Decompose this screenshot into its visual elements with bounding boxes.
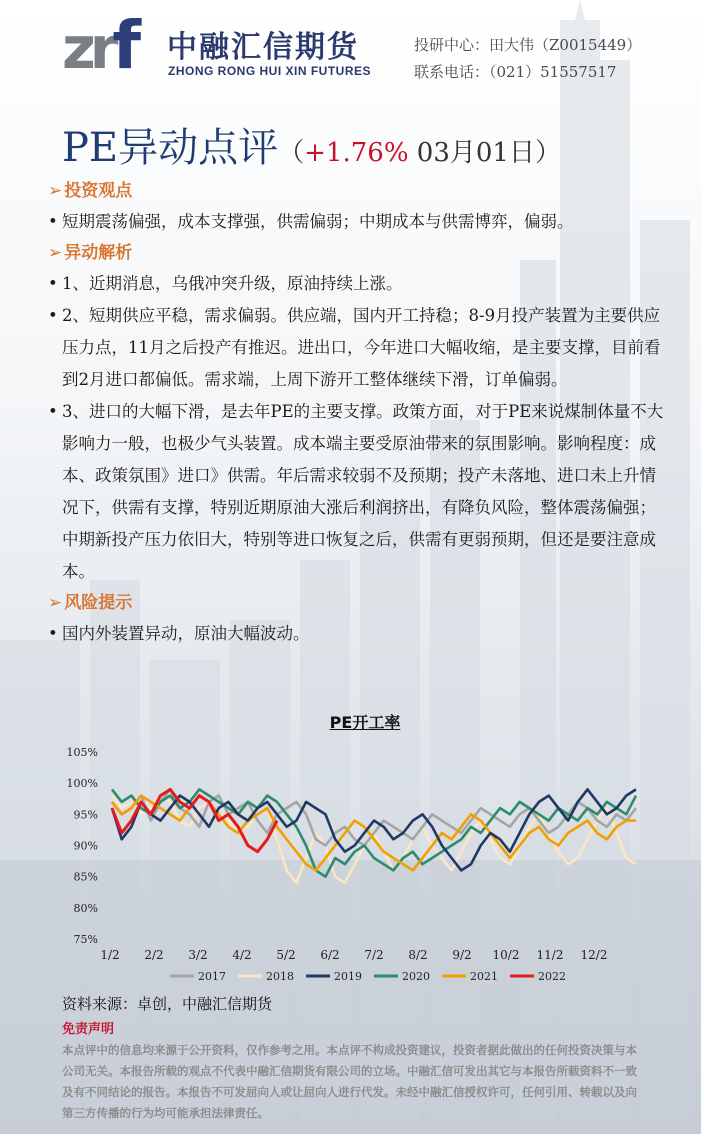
logo-english-name: ZHONG RONG HUI XIN FUTURES bbox=[168, 64, 372, 78]
logo-mark: zrf bbox=[62, 7, 136, 84]
x-tick-label: 10/2 bbox=[492, 948, 520, 962]
bullet-icon: • bbox=[48, 402, 58, 421]
title-main: PE异动点评 bbox=[62, 125, 279, 171]
title-open-paren: （ bbox=[278, 138, 305, 168]
arrow-icon: ➢ bbox=[48, 593, 63, 613]
logo-chinese-name: 中融汇信期货 bbox=[167, 30, 359, 65]
legend-label-2020: 2020 bbox=[402, 970, 430, 983]
x-tick-label: 8/2 bbox=[408, 948, 428, 962]
chart-title: PE开工率 bbox=[329, 713, 401, 732]
header bbox=[0, 0, 701, 100]
y-tick-label: 90% bbox=[73, 839, 98, 853]
y-tick-label: 105% bbox=[66, 746, 98, 759]
disclaimer-text: 本点评中的信息均来源于公开资料，仅作参考之用。本点评不构成投资建议，投资者据此做出的任何投资决策与本公司无关。本报告所载的观点不代表中融汇信期货有限公司的立场。中融汇信可发出其它与本报告所载资料不一致及有不同结论的报告。本报告不可发屈向人或让屈向人进行代发。未经中融汇信授权许可，任何引用、转载以及向第三方传播的行为均可能承担法律责任。 bbox=[62, 1043, 637, 1120]
arrow-icon: ➢ bbox=[48, 181, 63, 201]
disclaimer-heading: 免责声明 bbox=[62, 1022, 115, 1037]
title-change: +1.76% bbox=[304, 138, 409, 168]
legend-label-2017: 2017 bbox=[198, 970, 226, 983]
legend-label-2019: 2019 bbox=[334, 970, 362, 983]
analysis-paragraph-3: • 3、进口的大幅下滑，是去年PE的主要支撑。政策方面，对于PE来说煤制体量不大影响力一般，也极少气头装置。成本端主要受原油带来的氛围影响。影响程度：成本、政策氛围》进口》供需。年后需求较弱不及预期；投产未落地、进口未上升情况下，供需有支撑，特别近期原油大涨后利润挤出，有降负风险，整体震荡偏强；中期新投产压力依旧大，特别等进口恢复之后，供需有更弱预期，但还是要注意成本。 bbox=[48, 396, 668, 588]
contact-phone: 联系电话：（021）51557517 bbox=[414, 63, 617, 81]
title-date: 03月01日） bbox=[408, 138, 561, 168]
bullet-icon: • bbox=[48, 306, 58, 325]
legend-label-2022: 2022 bbox=[538, 970, 566, 983]
section-heading-analysis: ➢ 异动解析 bbox=[48, 243, 133, 263]
view-paragraph: • 短期震荡偏强，成本支撑强，供需偏弱；中期成本与供需博弈，偏弱。 bbox=[48, 206, 668, 238]
bullet-icon: • bbox=[48, 212, 58, 231]
x-tick-label: 5/2 bbox=[276, 948, 296, 962]
x-tick-label: 7/2 bbox=[364, 948, 384, 962]
x-tick-label: 12/2 bbox=[580, 948, 608, 962]
bullet-icon: • bbox=[48, 274, 58, 293]
x-tick-label: 9/2 bbox=[452, 948, 472, 962]
x-tick-label: 6/2 bbox=[320, 948, 340, 962]
contact-info bbox=[414, 32, 641, 86]
analysis-paragraph-1: • 1、近期消息，乌俄冲突升级，原油持续上涨。 bbox=[48, 268, 668, 300]
section-heading-risk: ➢ 风险提示 bbox=[48, 593, 133, 613]
company-logo bbox=[62, 7, 372, 84]
section-heading-view: ➢ 投资观点 bbox=[48, 181, 133, 201]
pe-operating-rate-chart bbox=[66, 710, 660, 990]
legend-label-2021: 2021 bbox=[470, 970, 498, 983]
commentary-content bbox=[48, 176, 668, 650]
risk-paragraph: • 国内外装置异动，原油大幅波动。 bbox=[48, 618, 668, 650]
y-tick-label: 85% bbox=[73, 870, 98, 884]
y-tick-label: 100% bbox=[66, 777, 98, 791]
analysis-paragraph-2: • 2、短期供应平稳，需求偏弱。供应端，国内开工持稳；8-9月投产装置为主要供应压力点，11月之后投产有推迟。进出口，今年进口大幅收缩，是主要支撑，目前看到2月进口都偏低。需求端，上周下游开工整体继续下滑，订单偏弱。 bbox=[48, 300, 668, 396]
x-tick-label: 4/2 bbox=[232, 948, 252, 962]
arrow-icon: ➢ bbox=[48, 243, 63, 263]
x-tick-label: 1/2 bbox=[100, 948, 120, 962]
y-tick-label: 80% bbox=[73, 901, 98, 915]
series-line-2017 bbox=[112, 789, 636, 845]
page-title bbox=[62, 116, 561, 173]
y-tick-label: 95% bbox=[73, 808, 98, 822]
contact-researcher: 投研中心：田大伟（Z0015449） bbox=[414, 36, 642, 54]
x-tick-label: 3/2 bbox=[188, 948, 208, 962]
x-tick-label: 11/2 bbox=[536, 948, 564, 962]
y-tick-label: 75% bbox=[73, 933, 98, 946]
legend-label-2018: 2018 bbox=[266, 970, 294, 983]
x-tick-label: 2/2 bbox=[144, 948, 164, 962]
bullet-icon: • bbox=[48, 624, 58, 643]
data-source: 资料来源：卓创，中融汇信期货 bbox=[62, 995, 273, 1013]
chart-svg bbox=[66, 710, 660, 990]
